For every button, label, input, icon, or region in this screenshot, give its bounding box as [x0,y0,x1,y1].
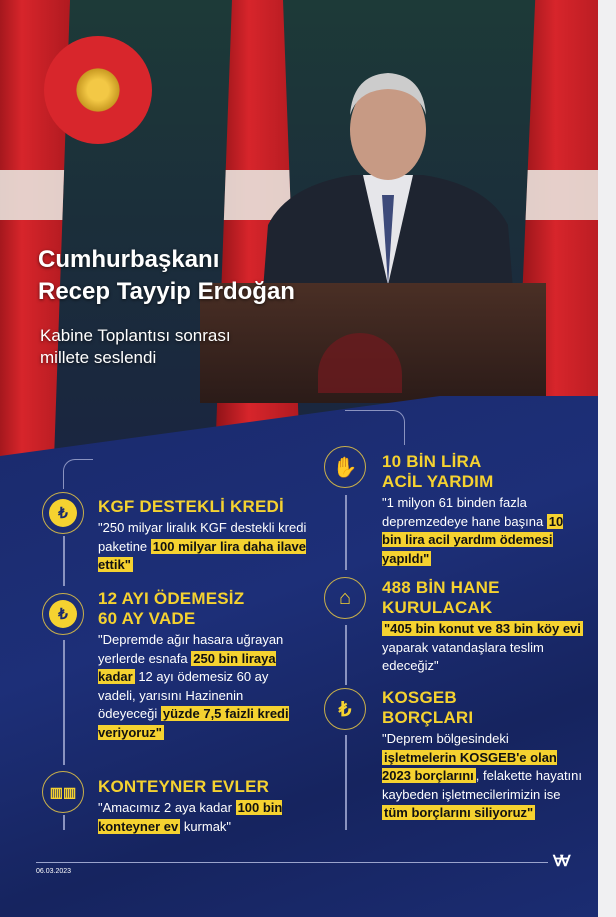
item-emergency-aid [382,452,577,568]
item-title-line: 488 BİN HANE [382,578,500,597]
quote-highlight: işletmelerin KOSGEB'e olan 2023 borçlarını [382,749,557,783]
quote-highlight: 100 milyar lira daha ilave ettik" [98,538,306,572]
item-title-line: 60 AY VADE [98,609,196,628]
footer-divider [36,862,548,863]
subtitle-line: millete seslendi [40,348,157,367]
item-12-month-deferral [98,589,298,742]
item-title [98,777,298,797]
item-title-line: BORÇLARI [382,708,474,727]
item-title-line: ACİL YARDIM [382,472,494,491]
quote-text: "250 milyar liralık KGF destekli kredi paketine [98,520,307,554]
item-title-line: KURULACAK [382,598,493,617]
quote-text: 12 ayı ödemesiz 60 ay vadeli, yarısını Hazinenin ödeyeceği [98,669,269,721]
quote-highlight: 100 bin konteyner ev [98,800,283,834]
timeline-line [63,640,65,765]
quote-highlight: 250 bin liraya kadar [98,650,276,684]
quote-text: "1 milyon 61 binden fazla depremzedeye hane başına [382,495,547,529]
timeline-line [63,815,65,830]
headline-line: Cumhurbaşkanı [38,246,220,273]
item-title [382,688,582,728]
footer-date: 06.03.2023 [36,868,72,875]
timeline-line [63,536,65,586]
quote-text: "Depremde ağır hasara uğrayan yerlerde esnafa [98,632,284,666]
item-title [382,578,597,618]
quote-highlight: "405 bin konut ve 83 bin köy evi [384,621,581,636]
item-title-line: KONTEYNER EVLER [98,777,270,796]
quote-text: kurmak" [180,818,232,834]
quote-text: yaparak vatandaşlara teslim edeceğiz" [382,639,544,673]
item-title [98,497,313,517]
item-title [382,452,577,492]
quote-highlight: yüzde 7,5 faizli kredi veriyoruz" [98,706,289,740]
item-quote [382,494,577,568]
connector-line [345,410,405,445]
item-container-homes [98,777,298,836]
item-quote [382,620,597,676]
headline-line: Recep Tayyip Erdoğan [38,278,295,305]
quote-highlight: tüm borçlarını siliyoruz" [384,805,534,820]
timeline-line [345,495,347,570]
page-margin [598,0,616,917]
timeline-line [345,735,347,830]
item-quote [98,519,313,575]
hand-money-icon: ✋ [324,446,366,488]
presidential-seal [44,36,152,144]
container-icon: ▥▥ [42,771,84,813]
item-title-line: KGF DESTEKLİ KREDİ [98,497,284,516]
house-icon: ⌂ [324,577,366,619]
item-kosgeb-debts [382,688,582,823]
quote-text: "Deprem bölgesindeki [382,731,509,746]
quote-text: , felakette hayatını kaybeden işletmecilerimizin ise [382,768,583,802]
connector-line [63,459,93,489]
coin-stack-icon: ₺ [42,593,84,635]
item-quote [98,799,298,836]
item-title-line: KOSGEB [382,688,457,707]
item-title-line: 12 AYI ÖDEMESİZ [98,589,245,608]
subtitle-line: Kabine Toplantısı sonrası [40,326,231,345]
item-quote [382,730,582,823]
aa-logo: ⱯⱯ [553,853,568,870]
timeline-line [345,625,347,685]
item-housing [382,578,597,676]
item-quote [98,631,298,742]
headline [38,244,295,308]
item-kgf-credit [98,497,313,575]
item-title-line: 10 BİN LİRA [382,452,482,471]
item-title [98,589,298,629]
lira-check-icon: ₺ [324,688,366,730]
quote-text: "Amacımız 2 aya kadar [98,800,236,815]
money-bag-icon: ₺ [42,492,84,534]
quote-highlight: 10 bin lira acil yardım ödemesi yapıldı" [382,513,564,566]
subtitle [40,325,231,369]
